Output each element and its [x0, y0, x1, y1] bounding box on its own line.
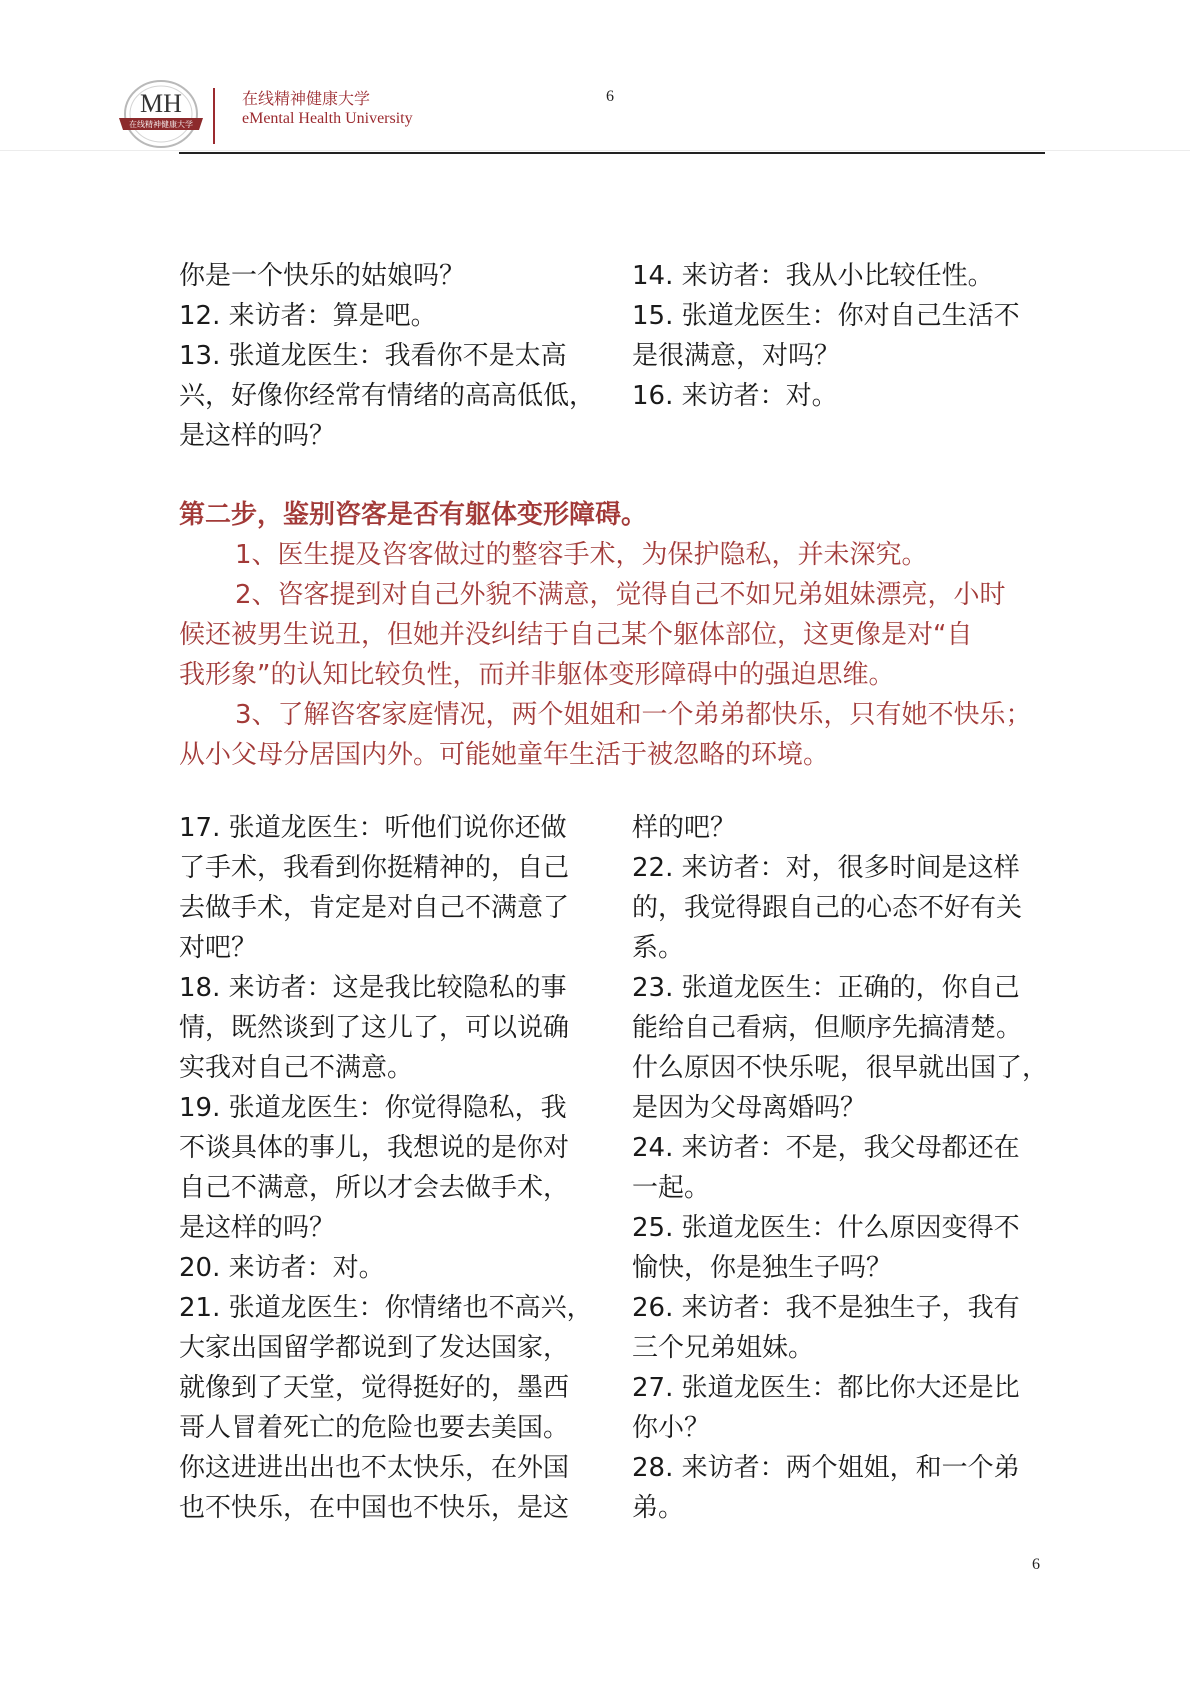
dialogue-line: 能给自己看病，但顺序先搞清楚。	[632, 1013, 1023, 1043]
dialogue-line: 大家出国留学都说到了发达国家，	[179, 1333, 570, 1363]
analysis-section	[179, 495, 1059, 775]
logo-subtext: 在线精神健康大学	[129, 120, 193, 129]
dialogue-line: 23. 张道龙医生：正确的，你自己	[632, 973, 1020, 1003]
dialogue-line: 对吧？	[179, 933, 258, 963]
section-line: 2、咨客提到对自己外貌不满意，觉得自己不如兄弟姐妹漂亮，小时	[235, 580, 1006, 610]
dialogue-line: 不谈具体的事儿，我想说的是你对	[179, 1133, 570, 1163]
dialogue-line: 是很满意，对吗？	[632, 341, 841, 371]
dialogue-line: 是因为父母离婚吗？	[632, 1093, 867, 1123]
dialogue-line: 的，我觉得跟自己的心态不好有关	[632, 893, 1023, 923]
header-rule	[179, 152, 1045, 154]
header-faint-rule	[0, 150, 1190, 151]
logo-text: MH	[140, 89, 182, 118]
dialogue-line: 样的吧？	[632, 813, 737, 843]
dialogue-line: 13. 张道龙医生：我看你不是太高	[179, 341, 567, 371]
dialogue-line: 是这样的吗？	[179, 421, 336, 451]
section-line: 3、了解咨客家庭情况，两个姐姐和一个弟弟都快乐，只有她不快乐；	[235, 700, 1032, 730]
dialogue-column-bottom-right	[632, 808, 1062, 1528]
section-line: 1、医生提及咨客做过的整容手术，为保护隐私，并未深究。	[235, 540, 928, 570]
dialogue-line: 了手术，我看到你挺精神的，自己	[179, 853, 570, 883]
dialogue-line: 27. 张道龙医生：都比你大还是比	[632, 1373, 1020, 1403]
header-page-number: 6	[606, 88, 614, 105]
dialogue-line: 20. 来访者：对。	[179, 1253, 385, 1283]
dialogue-line: 15. 张道龙医生：你对自己生活不	[632, 301, 1020, 331]
dialogue-line: 什么原因不快乐呢，很早就出国了，	[632, 1053, 1049, 1083]
footer-page-number: 6	[1032, 1556, 1040, 1573]
dialogue-line: 19. 张道龙医生：你觉得隐私，我	[179, 1093, 567, 1123]
dialogue-line: 哥人冒着死亡的危险也要去美国。	[179, 1413, 570, 1443]
header-divider	[213, 88, 215, 144]
dialogue-line: 就像到了天堂，觉得挺好的，墨西	[179, 1373, 570, 1403]
dialogue-line: 一起。	[632, 1173, 711, 1203]
dialogue-line: 弟。	[632, 1493, 685, 1523]
section-line: 候还被男生说丑，但她并没纠结于自己某个躯体部位，这更像是对“自	[179, 620, 973, 650]
section-line: 从小父母分居国内外。可能她童年生活于被忽略的环境。	[179, 740, 830, 770]
dialogue-line: 三个兄弟姐妹。	[632, 1333, 815, 1363]
dialogue-line: 愉快，你是独生子吗？	[632, 1253, 893, 1283]
dialogue-line: 22. 来访者：对，很多时间是这样	[632, 853, 1020, 883]
dialogue-line: 情，既然谈到了这儿了，可以说确	[179, 1013, 570, 1043]
dialogue-line: 26. 来访者：我不是独生子，我有	[632, 1293, 1020, 1323]
dialogue-line: 25. 张道龙医生：什么原因变得不	[632, 1213, 1020, 1243]
university-name-en: eMental Health University	[242, 110, 413, 127]
dialogue-line: 自己不满意，所以才会去做手术，	[179, 1173, 570, 1203]
dialogue-line: 你小？	[632, 1413, 711, 1443]
dialogue-line: 12. 来访者：算是吧。	[179, 301, 437, 331]
section-title: 第二步，鉴别咨客是否有躯体变形障碍。	[179, 500, 648, 530]
dialogue-line: 系。	[632, 933, 685, 963]
dialogue-line: 28. 来访者：两个姐姐，和一个弟	[632, 1453, 1020, 1483]
dialogue-line: 兴，好像你经常有情绪的高高低低，	[179, 381, 596, 411]
dialogue-line: 18. 来访者：这是我比较隐私的事	[179, 973, 567, 1003]
university-logo	[117, 78, 205, 150]
dialogue-line: 16. 来访者：对。	[632, 381, 838, 411]
dialogue-line: 17. 张道龙医生：听他们说你还做	[179, 813, 567, 843]
dialogue-line: 你这进进出出也不太快乐，在外国	[179, 1453, 570, 1483]
dialogue-line: 也不快乐，在中国也不快乐，是这	[179, 1493, 570, 1523]
university-name-cn: 在线精神健康大学	[242, 89, 371, 108]
dialogue-line: 24. 来访者：不是，我父母都还在	[632, 1133, 1020, 1163]
dialogue-line: 是这样的吗？	[179, 1213, 336, 1243]
dialogue-line: 你是一个快乐的姑娘吗？	[179, 261, 466, 291]
page-header	[0, 0, 1190, 160]
dialogue-column-top-right	[632, 256, 1052, 416]
dialogue-line: 去做手术，肯定是对自己不满意了	[179, 893, 570, 923]
dialogue-line: 14. 来访者：我从小比较任性。	[632, 261, 994, 291]
dialogue-line: 实我对自己不满意。	[179, 1053, 414, 1083]
dialogue-column-top-left	[179, 256, 599, 456]
section-line: 我形象”的认知比较负性，而并非躯体变形障碍中的强迫思维。	[179, 660, 895, 690]
dialogue-line: 21. 张道龙医生：你情绪也不高兴，	[179, 1293, 593, 1323]
dialogue-column-bottom-left	[179, 808, 599, 1528]
